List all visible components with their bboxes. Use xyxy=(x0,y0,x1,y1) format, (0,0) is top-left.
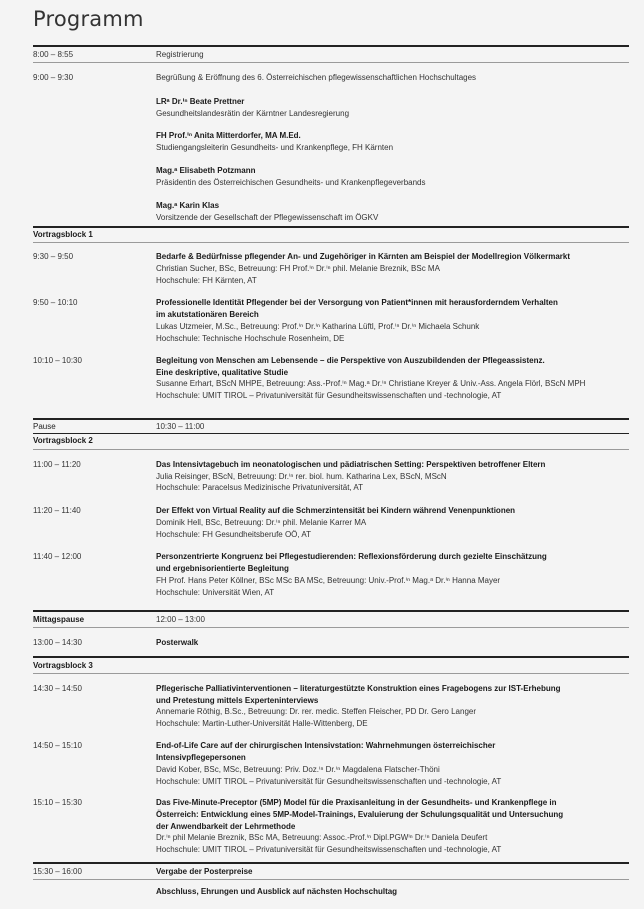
speaker-role: Vorsitzende der Gesellschaft der Pflegewissenschaft im ÖGKV xyxy=(156,213,379,222)
block3-label: Vortragsblock 3 xyxy=(33,661,93,670)
talk-time: 9:50 – 10:10 xyxy=(33,298,78,307)
lunch-label: Mittagspause xyxy=(33,615,85,624)
divider xyxy=(33,449,629,450)
divider xyxy=(33,627,629,628)
talk-author: Dr.ⁱⁿ phil Melanie Breznik, BSc MA, Betreuung: Assoc.-Prof.ⁱⁿ Dipl.PGWⁱⁿ Dr.ⁱⁿ Daniela Deufert xyxy=(156,833,488,842)
block2-label: Vortragsblock 2 xyxy=(33,436,93,445)
talk-time: 10:10 – 10:30 xyxy=(33,356,82,365)
talk-author: Lukas Utzmeier, M.Sc., Betreuung: Prof.ⁱⁿ Dr.ⁱⁿ Katharina Lüftl, Prof.ⁱⁿ Dr.ⁱⁿ Michaela Schunk xyxy=(156,322,480,331)
talk-school: Hochschule: UMIT TIROL – Privatuniversität für Gesundheitswissenschaften und -technologie, AT xyxy=(156,391,502,400)
talk-time: 14:50 – 15:10 xyxy=(33,741,82,750)
talk-time: 11:00 – 11:20 xyxy=(33,460,81,469)
talk-title-line2: Eine deskriptive, qualitative Studie xyxy=(156,368,289,377)
divider xyxy=(33,226,629,228)
speaker-name: FH Prof.ⁱⁿ Anita Mitterdorfer, MA M.Ed. xyxy=(156,131,301,140)
talk-time: 14:30 – 14:50 xyxy=(33,684,82,693)
talk-title: End-of-Life Care auf der chirurgischen Intensivstation: Wahrnehmungen österreichischer xyxy=(156,741,496,750)
speaker-name: Mag.ᵃ Karin Klas xyxy=(156,201,220,210)
talk-title-line2: und ergebnisorientierte Begleitung xyxy=(156,564,289,573)
talk-school: Hochschule: UMIT TIROL – Privatuniversität für Gesundheitswissenschaften und -technologie, AT xyxy=(156,845,502,854)
talk-author: FH Prof. Hans Peter Köllner, BSc MSc BA MSc, Betreuung: Univ.-Prof.ⁱⁿ Mag.ᵃ Dr.ⁱⁿ Hanna Mayer xyxy=(156,576,501,585)
divider xyxy=(33,656,629,658)
talk-title: Begleitung von Menschen am Lebensende – die Perspektive von Auszubildenden der Pflegeassistenz. xyxy=(156,356,545,365)
talk-title: Personzentrierte Kongruenz bei Pflegestudierenden: Reflexionsförderung durch gezielte Einschätzung xyxy=(156,552,547,561)
talk-title-line2: im akutstationären Bereich xyxy=(156,310,259,319)
talk-title-line2: Intensivpflegepersonen xyxy=(156,753,246,762)
talk-title: Das Intensivtagebuch im neonatologischen und pädiatrischen Setting: Perspektiven betroffener Eltern xyxy=(156,460,546,469)
talk-time: 15:10 – 15:30 xyxy=(33,798,82,807)
time-registration: 8:00 – 8:55 xyxy=(33,50,74,59)
divider xyxy=(33,610,629,612)
talk-author: Susanne Erhart, BScN MHPE, Betreuung: Ass.-Prof.ⁱⁿ Mag.ᵃ Dr.ⁱⁿ Christiane Kreyer & Univ.-Ass. Angela Flörl, BScN MPH xyxy=(156,379,586,388)
lunch-time: 12:00 – 13:00 xyxy=(156,615,205,624)
talk-time: 11:40 – 12:00 xyxy=(33,552,82,561)
pause-label: Pause xyxy=(33,422,56,431)
talk-school: Hochschule: FH Gesundheitsberufe OÖ, AT xyxy=(156,530,312,539)
closing-label: Abschluss, Ehrungen und Ausblick auf nächsten Hochschultag xyxy=(156,887,398,896)
talk-title: Bedarfe & Bedürfnisse pflegender An- und Zugehöriger in Kärnten am Beispiel der Modellregion Völkermarkt xyxy=(156,252,570,261)
talk-title: Der Effekt von Virtual Reality auf die Schmerzintensität bei Kindern während Venenpunktionen xyxy=(156,506,516,515)
posterwalk-time: 13:00 – 14:30 xyxy=(33,638,82,647)
divider xyxy=(33,62,629,63)
block1-label: Vortragsblock 1 xyxy=(33,230,93,239)
talk-school: Hochschule: Paracelsus Medizinische Privatuniversität, AT xyxy=(156,483,364,492)
page-title: Programm xyxy=(33,7,144,31)
posterwalk-label: Posterwalk xyxy=(156,638,199,647)
talk-school: Hochschule: Technische Hochschule Rosenheim, DE xyxy=(156,334,345,343)
divider xyxy=(33,242,629,243)
talk-author: Christian Sucher, BSc, Betreuung: FH Prof.ⁱⁿ Dr.ⁱⁿ phil. Melanie Breznik, BSc MA xyxy=(156,264,440,273)
talk-school: Hochschule: UMIT TIROL – Privatuniversität für Gesundheitswissenschaften und -technologie, AT xyxy=(156,777,502,786)
speaker-role: Präsidentin des Österreichischen Gesundheits- und Krankenpflegeverbands xyxy=(156,178,426,187)
closing-time: 15:30 – 16:00 xyxy=(33,867,82,876)
talk-author: Annemarie Röthig, B.Sc., Betreuung: Dr. rer. medic. Steffen Fleischer, PD Dr. Gero Langer xyxy=(156,707,477,716)
talk-title: Professionelle Identität Pflegender bei der Versorgung von Patient*innen mit herausforderndem Verhalten xyxy=(156,298,558,307)
opening-label: Begrüßung & Eröffnung des 6. Österreichischen pflegewissenschaftlichen Hochschultages xyxy=(156,73,477,82)
talk-author: Julia Reisinger, BScN, Betreuung: Dr.ⁱⁿ rer. biol. hum. Katharina Lex, BScN, MScN xyxy=(156,472,447,481)
talk-author: David Kober, BSc, MSc, Betreuung: Priv. Doz.ⁱⁿ Dr.ⁱⁿ Magdalena Flatscher-Thöni xyxy=(156,765,440,774)
divider xyxy=(33,862,629,864)
talk-title-line3: der Anwendbarkeit der Lehrmethode xyxy=(156,822,296,831)
talk-author: Dominik Hell, BSc, Betreuung: Dr.ⁱⁿ phil. Melanie Karrer MA xyxy=(156,518,367,527)
speaker-role: Gesundheitslandesrätin der Kärntner Landesregierung xyxy=(156,109,350,118)
talk-time: 11:20 – 11:40 xyxy=(33,506,81,515)
talk-school: Hochschule: Martin-Luther-Universität Halle-Wittenberg, DE xyxy=(156,719,368,728)
divider xyxy=(33,45,629,47)
talk-school: Hochschule: FH Kärnten, AT xyxy=(156,276,257,285)
pause-time: 10:30 – 11:00 xyxy=(156,422,205,431)
speaker-role: Studiengangsleiterin Gesundheits- und Krankenpflege, FH Kärnten xyxy=(156,143,394,152)
talk-title: Pflegerische Palliativinterventionen – literaturgestützte Konstruktion eines Fragebogens zur IST-Erhebung xyxy=(156,684,561,693)
poster-award-label: Vergabe der Posterpreise xyxy=(156,867,253,876)
talk-title-line2: und Pretestung mittels Experteninterviews xyxy=(156,696,319,705)
talk-school: Hochschule: Universität Wien, AT xyxy=(156,588,275,597)
divider xyxy=(33,418,629,420)
talk-title: Das Five-Minute-Preceptor (5MP) Model für die Praxisanleitung in der Gesundheits- und Krankenpflege in xyxy=(156,798,557,807)
talk-time: 9:30 – 9:50 xyxy=(33,252,74,261)
divider xyxy=(33,879,629,880)
time-opening: 9:00 – 9:30 xyxy=(33,73,74,82)
divider xyxy=(33,673,629,674)
talk-title-line2: Österreich: Entwicklung eines 5MP-Model-Trainings, Evaluierung der Schulungsqualität und Untersuchung xyxy=(156,810,564,819)
divider xyxy=(33,433,629,434)
speaker-name: LRᵃ Dr.ⁱⁿ Beate Prettner xyxy=(156,97,245,106)
registration-label: Registrierung xyxy=(156,50,204,59)
speaker-name: Mag.ᵃ Elisabeth Potzmann xyxy=(156,166,256,175)
